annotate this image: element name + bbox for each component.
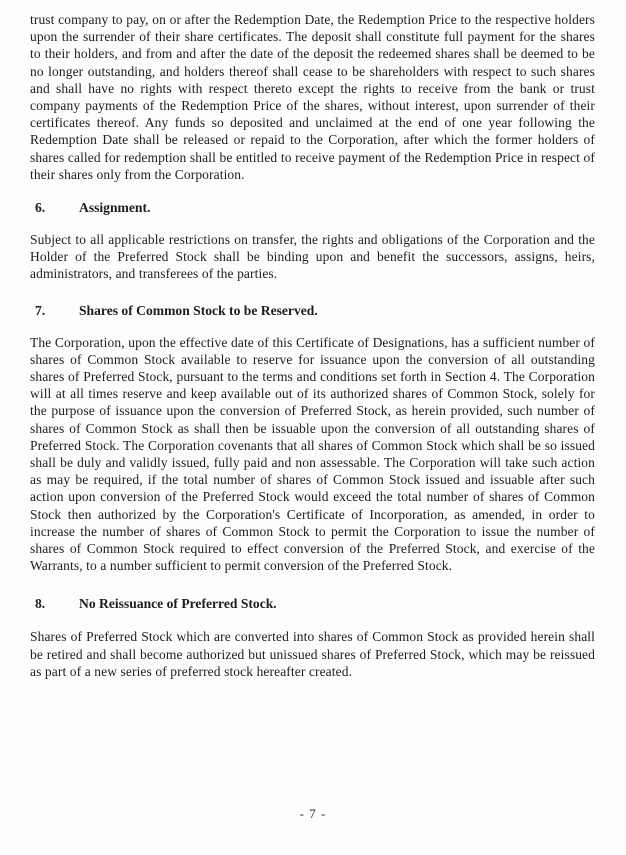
section-number: 6.	[35, 200, 46, 216]
paragraph-redemption-continuation: trust company to pay, on or after the Redemption Date, the Redemption Price to the respective holders upon the surrender of their share certificates. The deposit shall constitute full payment for the shares to their holders, and from and after the date of the deposit the redeemed shares shall be deemed to be no longer outstanding, and holders thereof shall cease to be shareholders with respect to such shares and shall have no rights with respect thereto except the rights to receive from the bank or trust company payments of the Redemption Price of the shares, without interest, upon surrender of their certificates thereof. Any funds so deposited and unclaimed at the end of one year following the Redemption Date shall be released or repaid to the Corporation, after which the former holders of shares called for redemption shall be entitled to receive payment of the Redemption Price in respect of their shares only from the Corporation.	[30, 12, 595, 182]
section-title: Shares of Common Stock to be Reserved.	[79, 302, 318, 318]
section-heading	[35, 595, 595, 612]
section-no-reissuance	[30, 595, 595, 680]
section-shares-reserved	[30, 302, 595, 575]
section-number: 8.	[35, 596, 46, 612]
section-assignment	[30, 199, 595, 283]
section-title: Assignment.	[79, 200, 151, 216]
section-body: Subject to all applicable restrictions on transfer, the rights and obligations of the Corporation and the Holder of the Preferred Stock shall be binding upon and benefit the successors, assigns, heirs, administrators, and transferees of the parties.	[30, 232, 595, 282]
section-heading	[35, 302, 595, 319]
page-number: - 7 -	[299, 806, 327, 821]
section-body: The Corporation, upon the effective date of this Certificate of Designations, has a sufficient number of shares of Common Stock available to reserve for issuance upon the conversion of all outstanding shares of Preferred Stock, pursuant to the terms and conditions set forth in Section 4. The Corporation will at all times reserve and keep available out of its authorized shares of Common Stock, solely for the purpose of issuance upon the conversion of Preferred Stock, as herein provided, such number of shares of Common Stock as shall then be issuable upon the conversion of all outstanding shares of Preferred Stock. The Corporation covenants that all shares of Common Stock which shall be so issued shall be duly and validly issued, fully paid and non assessable. The Corporation will take such action as may be required, if the total number of shares of Common Stock issued and issuable after such action upon conversion of the Preferred Stock would exceed the total number of shares of Common Stock then authorized by the Corporation's Certificate of Incorporation, as amended, in order to increase the number of shares of Common Stock to permit the Corporation to issue the number of shares of Common Stock required to effect conversion of the Preferred Stock, and exercise of the Warrants, to a number sufficient to permit conversion of the Preferred Stock.	[30, 334, 595, 574]
section-title: No Reissuance of Preferred Stock.	[79, 596, 277, 612]
section-body: Shares of Preferred Stock which are converted into shares of Common Stock as provided herein shall be retired and shall become authorized but unissued shares of Preferred Stock, which may be reissued as part of a new series of preferred stock hereafter created.	[30, 629, 595, 679]
section-number: 7.	[35, 302, 46, 318]
section-heading	[35, 199, 595, 216]
